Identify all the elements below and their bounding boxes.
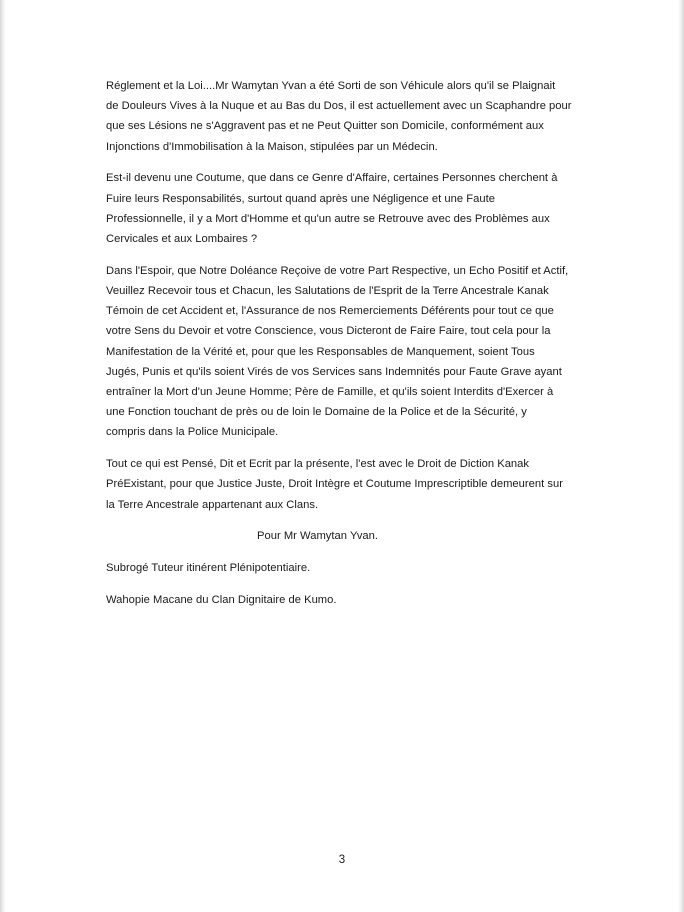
page-number: 3 (338, 854, 346, 866)
document-page[interactable] (6, 0, 678, 912)
signatory-name: Wahopie Macane du Clan Dignitaire de Kumo. (106, 594, 337, 607)
paragraph-4: Tout ce qui est Pensé, Dit et Ecrit par la présente, l'est avec le Droit de Diction Kanak PréExistant, pour que Justice Juste, Droit Intègre et Coutume Imprescriptible demeurent sur la Terre Ancestrale appartenant aux Clans. (106, 458, 563, 511)
paragraph-2: Est-il devenu une Coutume, que dans ce Genre d'Affaire, certaines Personnes cherchent à Fuire leurs Responsabilités, surtout quand après une Négligence et une Faute Professionnelle, il y a Mort d'Homme et qu'un autre se Retrouve avec des Problèmes aux Cervicales et aux Lombaires ? (106, 172, 558, 246)
signatory-title: Subrogé Tuteur itinérent Plénipotentiaire. (106, 562, 311, 575)
closing-line: Pour Mr Wamytan Yvan. (257, 530, 379, 543)
page-body (106, 76, 596, 622)
page-shadow-right (678, 0, 684, 912)
paragraph-3: Dans l'Espoir, que Notre Doléance Reçoive de votre Part Respective, un Echo Positif et Actif, Veuillez Recevoir tous et Chacun, les Salutations de l'Esprit de la Terre Ancestrale Kanak Témoin de cet Accident et, l'Assurance de nos Remerciements Déférents pour tout ce que votre Sens du Devoir et votre Conscience, vous Dicteront de Faire Faire, tout cela pour la Manifestation de la Vérité et, pour que les Responsables de Manquement, soient Tous Jugés, Punis et qu'ils soient Virés de vos Services sans Indemnités pour Faute Grave ayant entraîner la Mort d'un Jeune Homme; Père de Famille, et qu'ils soient Interdits d'Exercer à une Fonction touchant de près ou de loin le Domaine de la Police et de la Sécurité, y compris dans la Police Municipale. (106, 264, 569, 439)
paragraph-1: Réglement et la Loi....Mr Wamytan Yvan a été Sorti de son Véhicule alors qu'il se Plaignait de Douleurs Vives à la Nuque et au Bas du Dos, il est actuellement avec un Scaphandre pour que ses Lésions ne s'Aggravent pas et ne Peut Quitter son Domicile, conformément aux Injonctions d'Immobilisation à la Maison, stipulées par un Médecin. (106, 80, 572, 153)
